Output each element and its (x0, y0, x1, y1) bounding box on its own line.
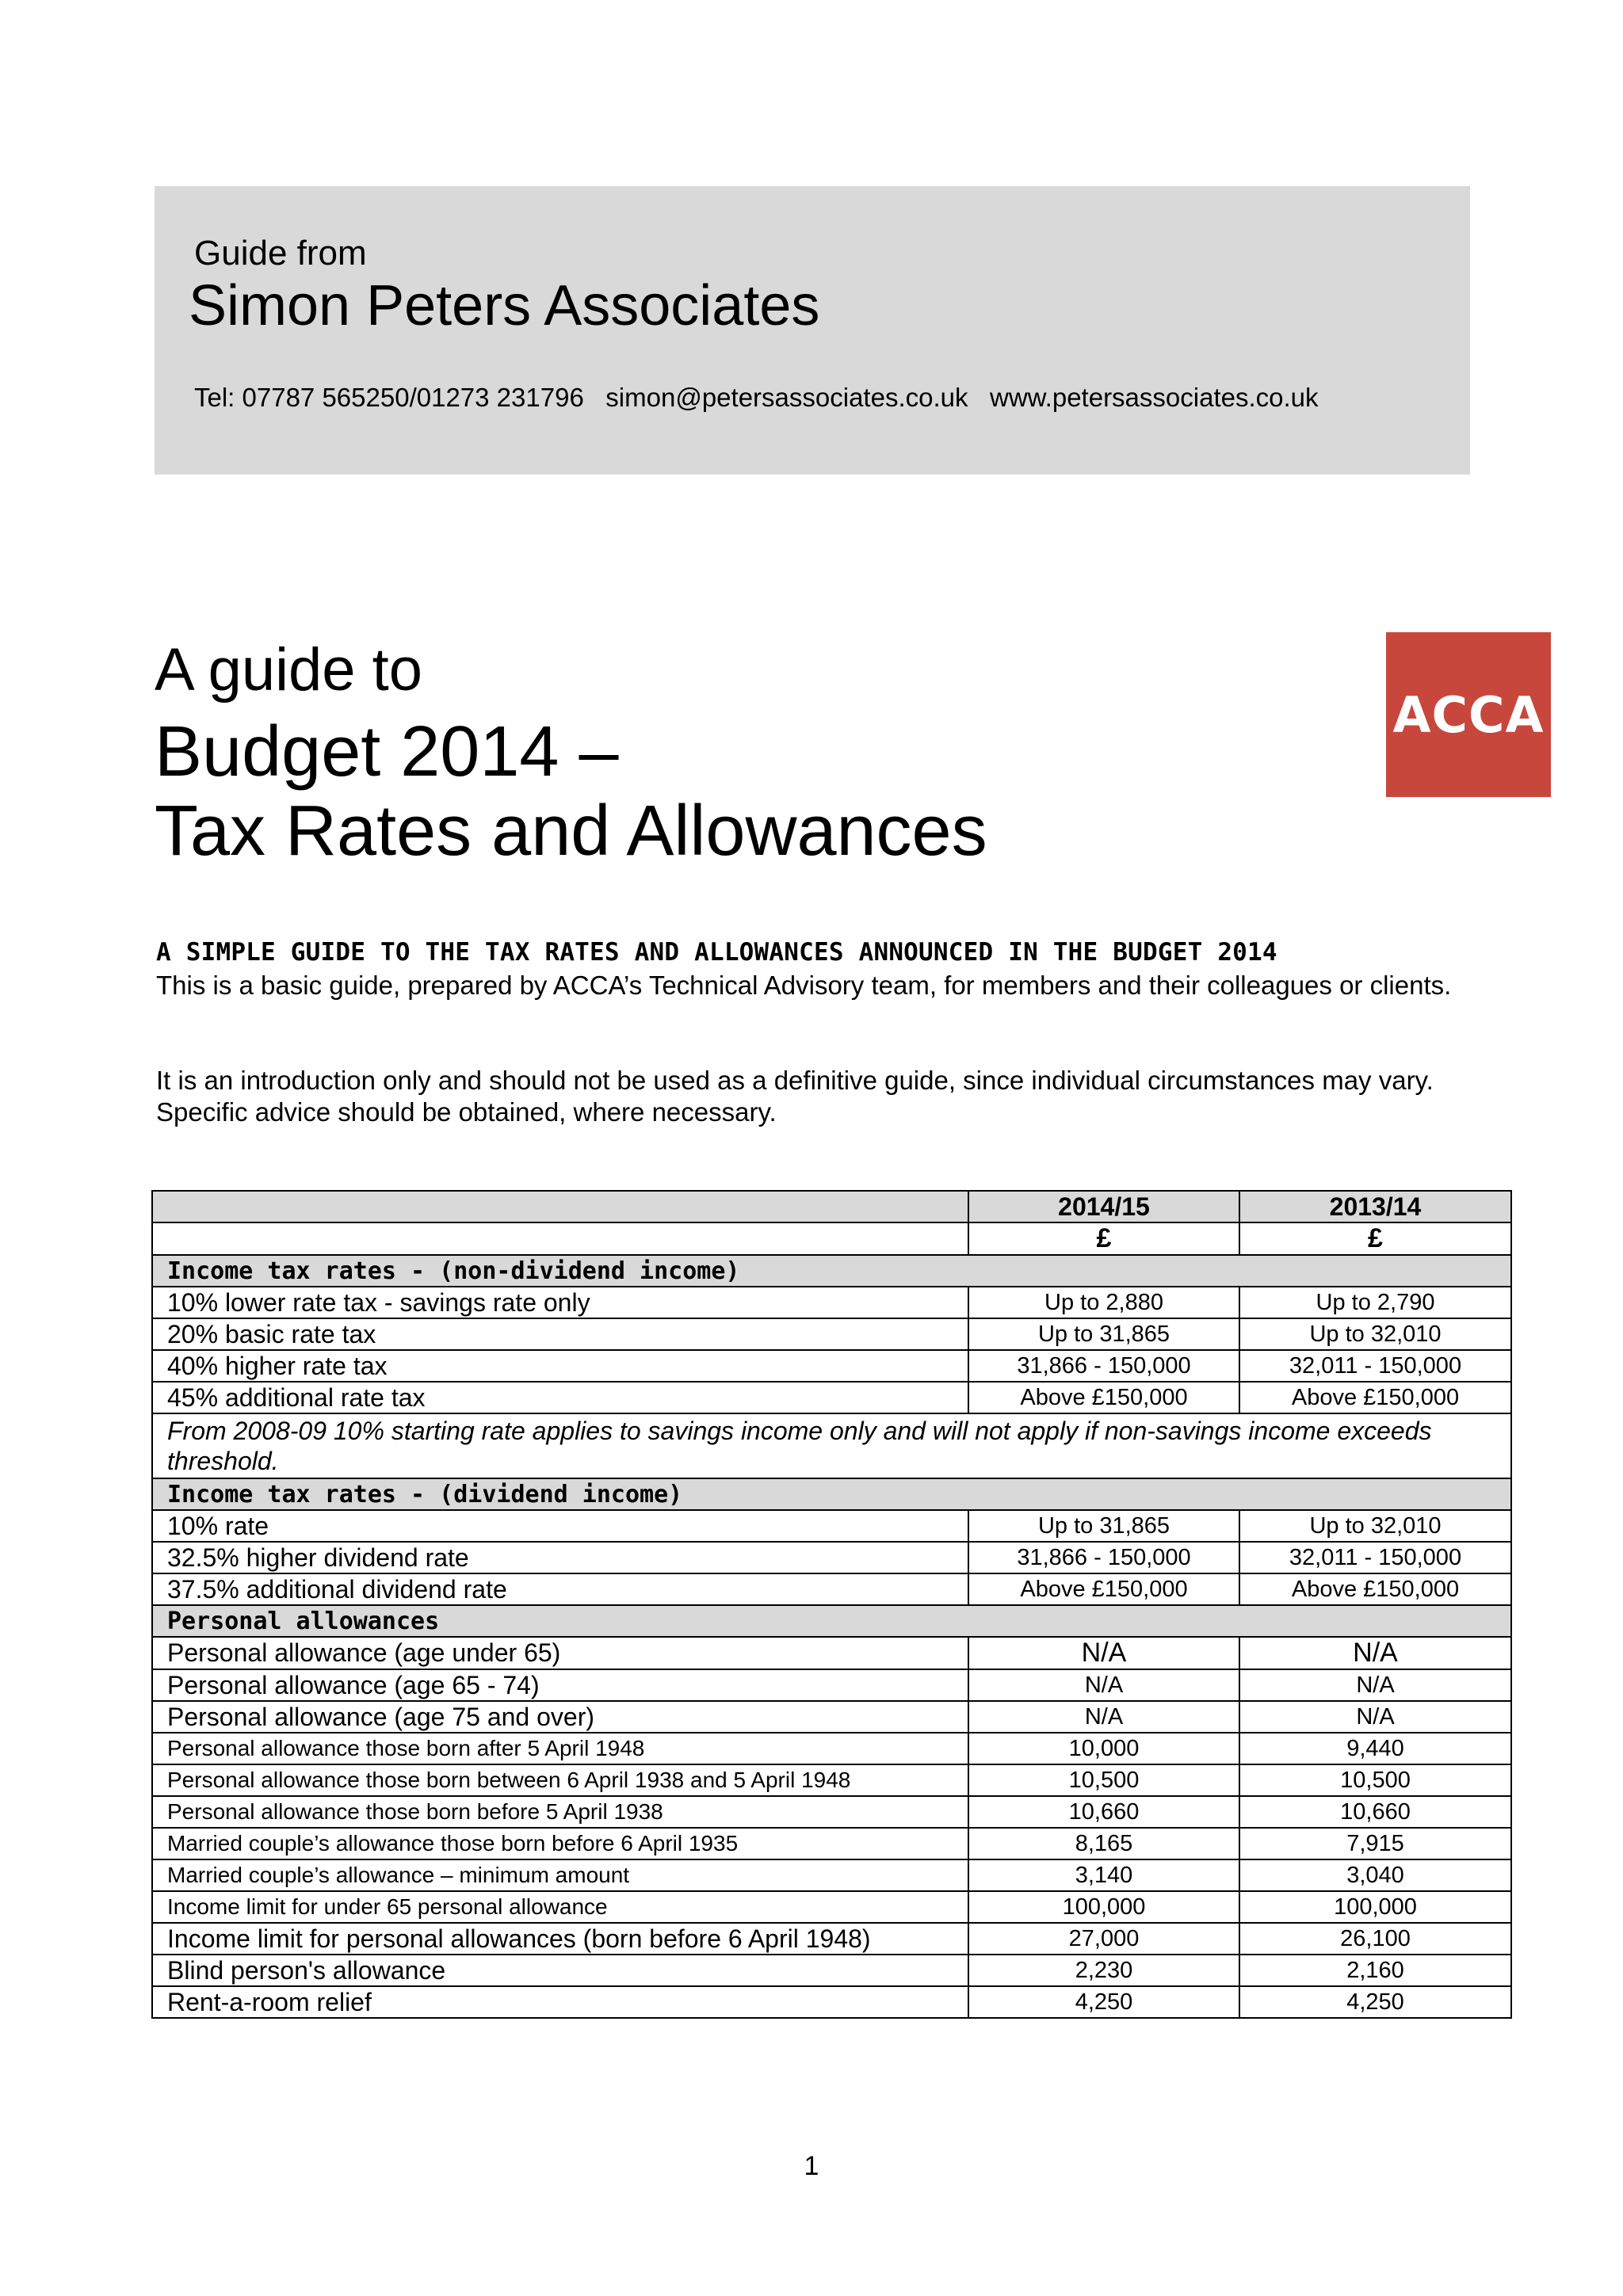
row-label: Income limit for under 65 personal allowance (152, 1891, 968, 1923)
row-value-2013: 2,160 (1239, 1955, 1511, 1986)
row-value-2013: Up to 2,790 (1239, 1287, 1511, 1318)
table-unit-blank (152, 1222, 968, 1255)
title-line-1: A guide to (155, 636, 423, 704)
row-value-2013: 3,040 (1239, 1859, 1511, 1891)
intro-paragraph-2: It is an introduction only and should not be used as a definitive guide, since individual circumstances may vary. Specific advice should be obtained, where necessary. (156, 1066, 1434, 1127)
table-row (152, 1287, 1511, 1318)
table-header-blank (152, 1191, 968, 1222)
row-label: Married couple’s allowance – minimum amount (152, 1859, 968, 1891)
row-label: 10% lower rate tax - savings rate only (152, 1287, 968, 1318)
row-value-2013: Up to 32,010 (1239, 1510, 1511, 1542)
table-row (152, 1701, 1511, 1733)
row-label: Rent-a-room relief (152, 1986, 968, 2018)
table-row (152, 1318, 1511, 1350)
row-value-2013: 100,000 (1239, 1891, 1511, 1923)
firm-name: Simon Peters Associates (189, 274, 820, 338)
row-value-2013: 7,915 (1239, 1828, 1511, 1859)
column-header-2013: 2013/14 (1239, 1191, 1511, 1222)
row-value-2014: Above £150,000 (968, 1382, 1239, 1413)
row-value-2013: N/A (1239, 1701, 1511, 1733)
row-label: 32.5% higher dividend rate (152, 1542, 968, 1573)
row-value-2014: 27,000 (968, 1923, 1239, 1955)
row-label: Personal allowance those born after 5 April 1948 (152, 1733, 968, 1764)
row-value-2014: 31,866 - 150,000 (968, 1350, 1239, 1382)
row-value-2014: Above £150,000 (968, 1573, 1239, 1605)
starting-rate-note: From 2008-09 10% starting rate applies to savings income only and will not apply if non-savings income exceeds threshold. (152, 1413, 1511, 1478)
row-label: 37.5% additional dividend rate (152, 1573, 968, 1605)
row-value-2013: 9,440 (1239, 1733, 1511, 1764)
row-value-2013: 10,500 (1239, 1764, 1511, 1796)
row-value-2013: 4,250 (1239, 1986, 1511, 2018)
table-row (152, 1573, 1511, 1605)
row-label: 10% rate (152, 1510, 968, 1542)
row-value-2014: Up to 31,865 (968, 1318, 1239, 1350)
row-value-2013: N/A (1239, 1669, 1511, 1701)
title-line-3: Tax Rates and Allowances (155, 791, 987, 871)
intro-heading: A SIMPLE GUIDE TO THE TAX RATES AND ALLOWANCES ANNOUNCED IN THE BUDGET 2014 (156, 938, 1277, 967)
row-value-2014: Up to 2,880 (968, 1287, 1239, 1318)
row-label: Income limit for personal allowances (born before 6 April 1948) (152, 1923, 968, 1955)
row-label: Personal allowance (age under 65) (152, 1637, 968, 1669)
guide-from-label: Guide from (194, 234, 367, 273)
row-value-2014: N/A (968, 1637, 1239, 1669)
row-value-2013: N/A (1239, 1637, 1511, 1669)
table-row (152, 1350, 1511, 1382)
table-row (152, 1382, 1511, 1413)
unit-2013: £ (1239, 1222, 1511, 1255)
acca-logo (1386, 632, 1551, 797)
row-label: 20% basic rate tax (152, 1318, 968, 1350)
row-label: Personal allowance (age 65 - 74) (152, 1669, 968, 1701)
row-value-2013: Above £150,000 (1239, 1573, 1511, 1605)
row-label: 45% additional rate tax (152, 1382, 968, 1413)
table-row (152, 1542, 1511, 1573)
firm-contact-line: Tel: 07787 565250/01273 231796 simon@petersassociates.co.uk www.petersassociates.co.uk (194, 383, 1319, 412)
row-label: Personal allowance those born between 6 April 1938 and 5 April 1948 (152, 1764, 968, 1796)
page-number: 1 (804, 2151, 819, 2181)
row-value-2014: 31,866 - 150,000 (968, 1542, 1239, 1573)
row-label: Personal allowance (age 75 and over) (152, 1701, 968, 1733)
row-label: Married couple’s allowance those born before 6 April 1935 (152, 1828, 968, 1859)
row-value-2013: 32,011 - 150,000 (1239, 1542, 1511, 1573)
row-value-2014: 4,250 (968, 1986, 1239, 2018)
column-header-2014: 2014/15 (968, 1191, 1239, 1222)
firm-header-box (155, 186, 1470, 475)
row-value-2014: Up to 31,865 (968, 1510, 1239, 1542)
table-row (152, 1637, 1511, 1669)
section-header-dividend: Income tax rates - (dividend income) (152, 1478, 1511, 1510)
table-header-row (152, 1191, 1511, 1222)
table-row (152, 1733, 1511, 1764)
row-label: 40% higher rate tax (152, 1350, 968, 1382)
row-value-2014: 3,140 (968, 1859, 1239, 1891)
row-value-2013: Up to 32,010 (1239, 1318, 1511, 1350)
row-value-2014: N/A (968, 1701, 1239, 1733)
row-value-2013: Above £150,000 (1239, 1382, 1511, 1413)
table-row (152, 1986, 1511, 2018)
row-value-2014: 10,660 (968, 1796, 1239, 1828)
intro-paragraph-1: This is a basic guide, prepared by ACCA’s Technical Advisory team, for members and their colleagues or clients. (156, 971, 1452, 1000)
section-header-non-dividend: Income tax rates - (non-dividend income) (152, 1255, 1511, 1287)
table-unit-row (152, 1222, 1511, 1255)
row-value-2014: 10,000 (968, 1733, 1239, 1764)
table-row (152, 1828, 1511, 1859)
row-value-2013: 32,011 - 150,000 (1239, 1350, 1511, 1382)
acca-logo-text: ACCA (1392, 685, 1545, 744)
table-row (152, 1859, 1511, 1891)
table-row (152, 1764, 1511, 1796)
table-row (152, 1510, 1511, 1542)
tax-rates-table (151, 1190, 1512, 2019)
row-value-2014: 8,165 (968, 1828, 1239, 1859)
starting-rate-note-row (152, 1413, 1511, 1478)
row-value-2013: 10,660 (1239, 1796, 1511, 1828)
title-line-2: Budget 2014 – (155, 712, 619, 791)
row-value-2014: 10,500 (968, 1764, 1239, 1796)
row-value-2014: 100,000 (968, 1891, 1239, 1923)
unit-2014: £ (968, 1222, 1239, 1255)
table-row (152, 1669, 1511, 1701)
table-row (152, 1923, 1511, 1955)
row-label: Blind person's allowance (152, 1955, 968, 1986)
table-row (152, 1955, 1511, 1986)
row-label: Personal allowance those born before 5 April 1938 (152, 1796, 968, 1828)
table-row (152, 1891, 1511, 1923)
table-row (152, 1796, 1511, 1828)
row-value-2014: 2,230 (968, 1955, 1239, 1986)
section-header-personal-allowances: Personal allowances (152, 1605, 1511, 1637)
row-value-2013: 26,100 (1239, 1923, 1511, 1955)
row-value-2014: N/A (968, 1669, 1239, 1701)
